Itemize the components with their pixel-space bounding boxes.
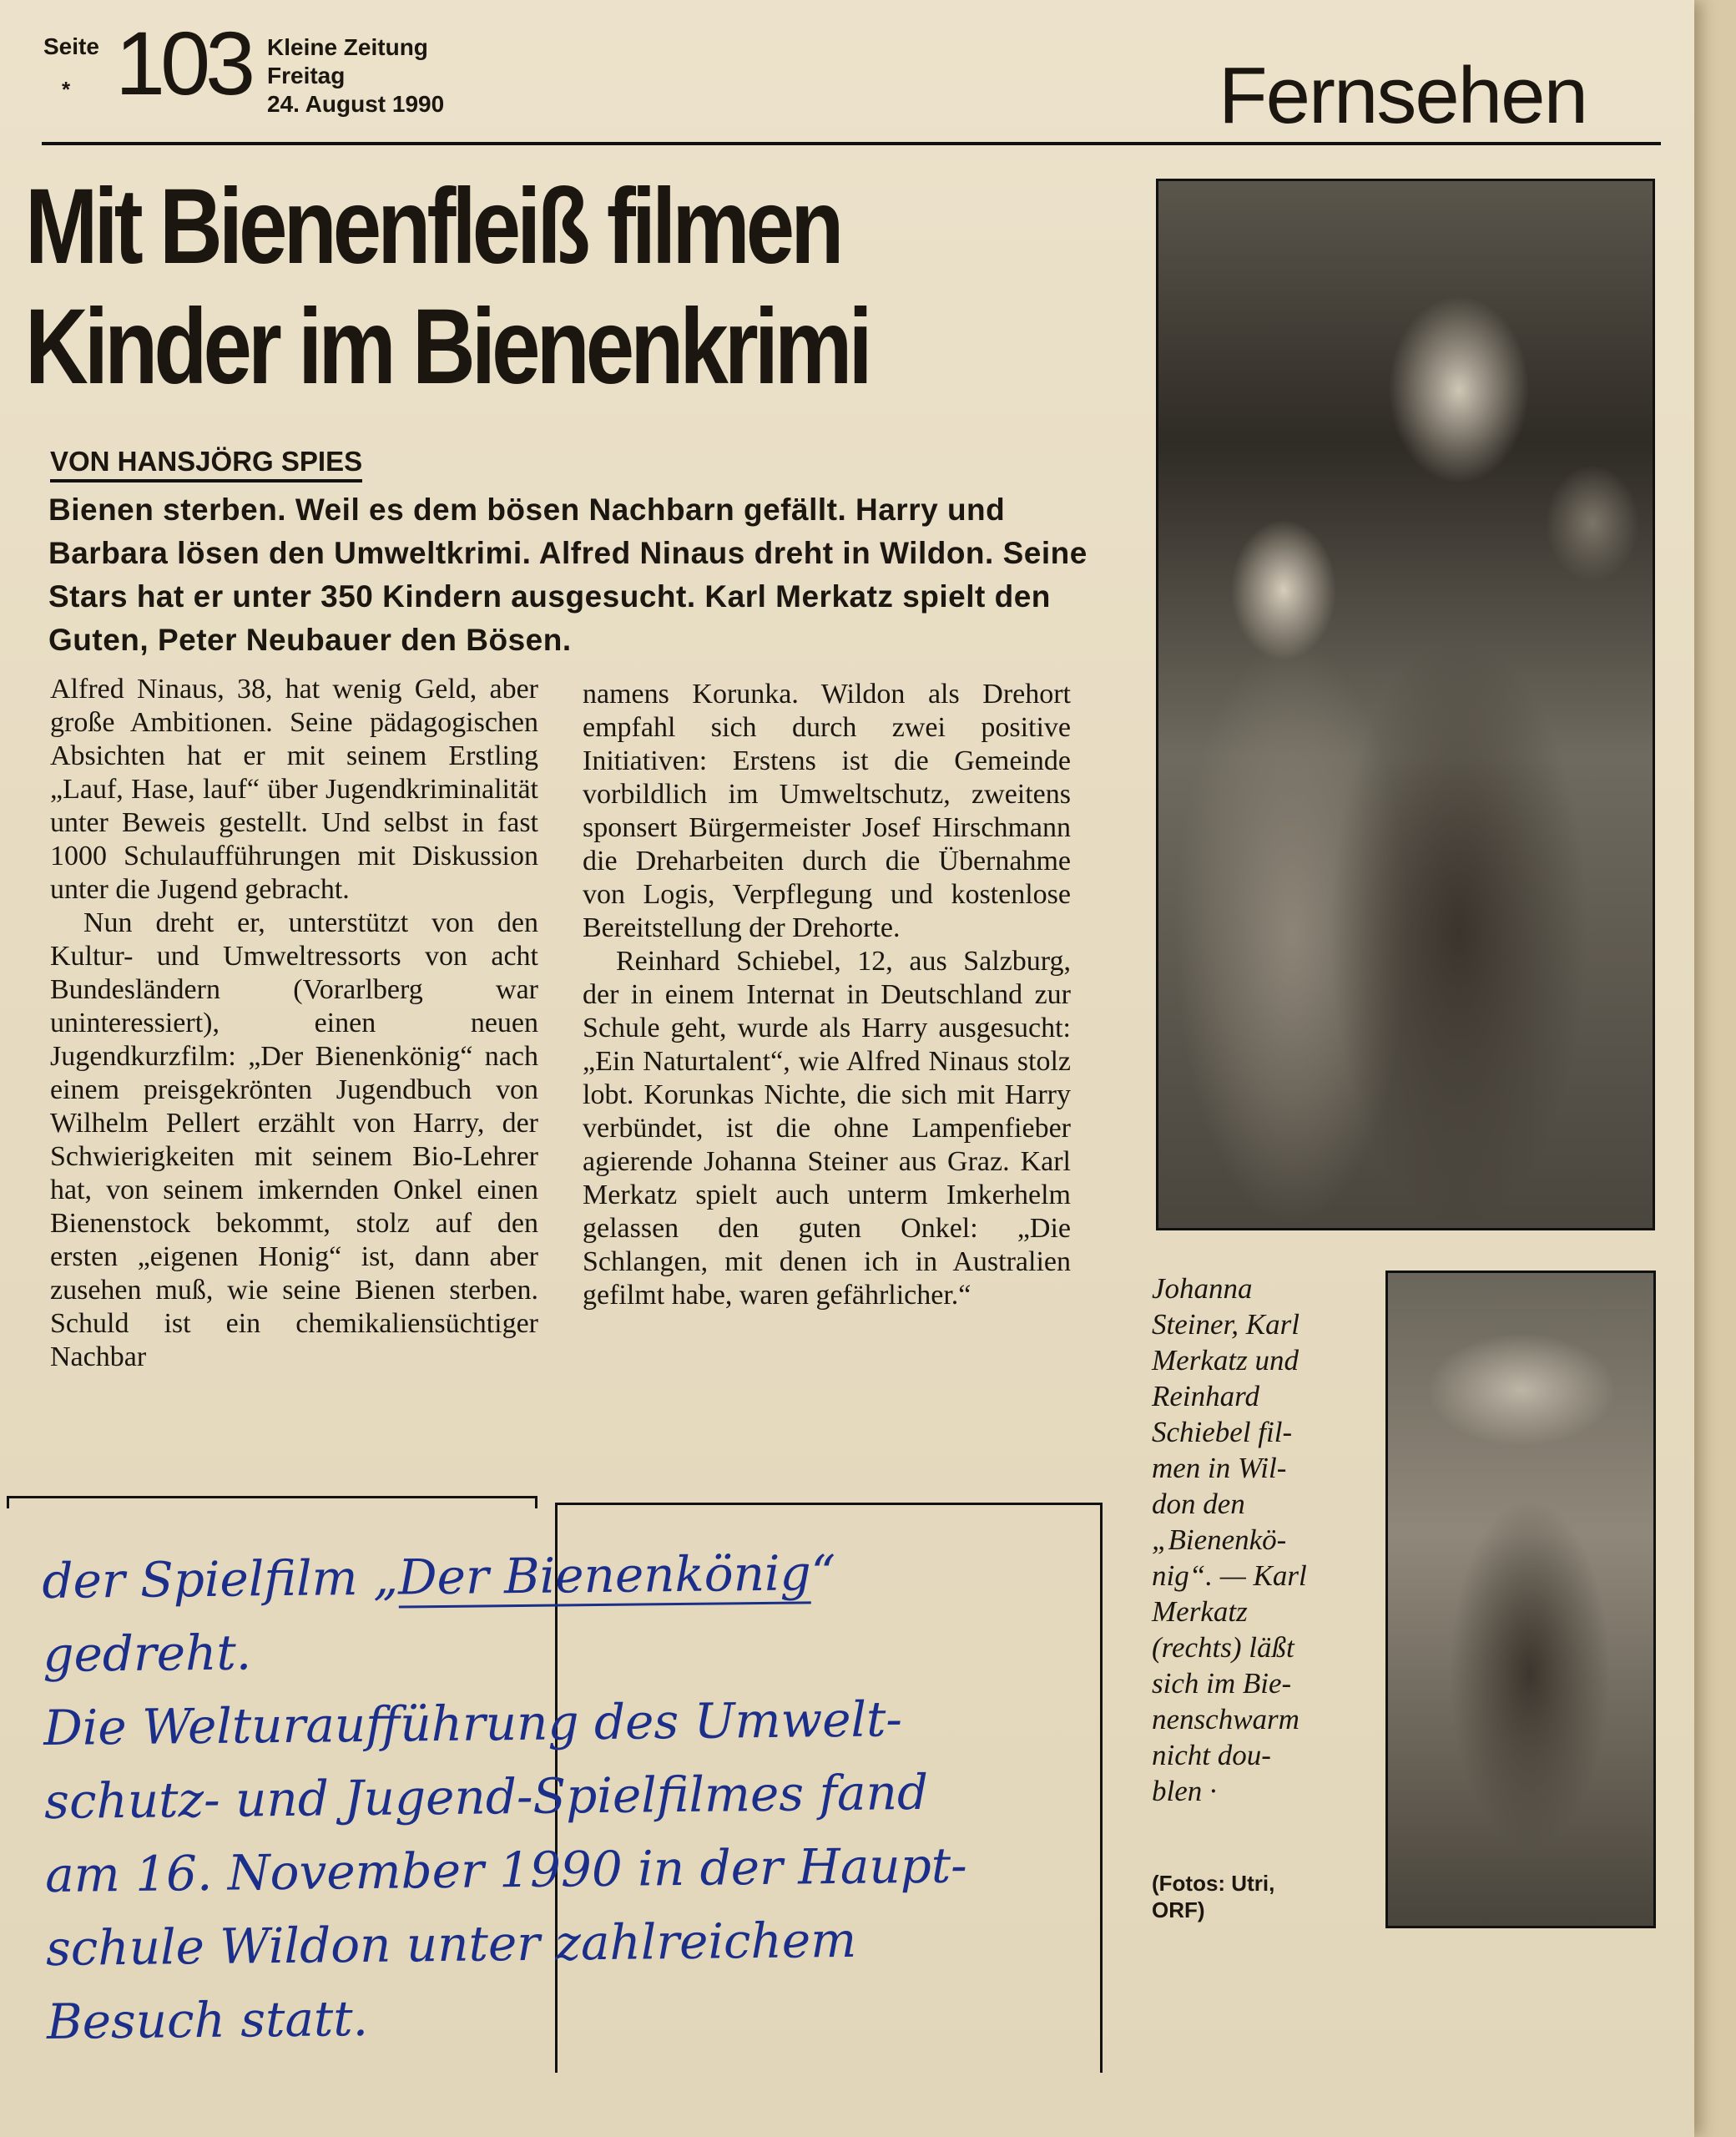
page-label: Seite	[43, 33, 99, 59]
paragraph: Nun dreht er, unterstützt von den Kultur- und Umweltressorts von acht Bundesländern (Vorarlberg war uninteressiert), einen neuen Jugendkurzfilm: „Der Bienenkönig“ nach einem preisgekrönten Jugendbuch von Wilhelm Pellert erzählt von Harry, der Schwierigkeiten mit seinem Bio-Lehrer hat, von seinem imkernden Onkel einen Bienenstock bekommt, stolz auf den ersten „eigenen Honig“ ist, dann aber zusehen muß, wie seine Bienen sterben. Schuld ist ein chemikaliensüchtiger Nachbar	[50, 907, 538, 1372]
box-border-left	[7, 1496, 537, 1508]
handwritten-line-1	[42, 1533, 1153, 1618]
caption-line: Merkatz und	[1152, 1344, 1299, 1377]
photo-credit	[1152, 1870, 1274, 1923]
handwritten-note	[42, 1533, 1157, 2059]
caption-line: Steiner, Karl	[1152, 1308, 1299, 1341]
caption-line: (rechts) läßt	[1152, 1631, 1294, 1664]
paper-name: Kleine Zeitung	[267, 34, 428, 60]
caption-line: nig“. — Karl	[1152, 1559, 1307, 1592]
paragraph: Reinhard Schiebel, 12, aus Salzburg, der in einem Internat in Deutschland zur Schule geht, wurde als Harry ausgesucht: „Ein Naturtalent“, wie Alfred Ninaus stolz lobt. Korunkas Nichte, die sich mit Harry verbündet, ist die ohne Lampenfieber agierende Johanna Steiner aus Graz. Karl Merkatz spielt auch unterm Imkerhelm gelassen den guten Onkel: „Die Schlangen, mit denen ich in Australien gefilmt habe, waren gefährlicher.“	[583, 946, 1071, 1311]
article-column-2	[583, 678, 1071, 1312]
caption-line: men in Wil-	[1152, 1452, 1287, 1484]
paragraph: Alfred Ninaus, 38, hat wenig Geld, aber große Ambitionen. Seine pädagogischen Absichten hat er mit seinem Erstling „Lauf, Hase, lauf“ über Jugendkriminalität unter Beweis gestellt. Und selbst in fast 1000 Schulaufführungen mit Diskussion unter die Jugend gebracht.	[50, 674, 538, 905]
paragraph: namens Korunka. Wildon als Drehort empfahl sich durch zwei positive Initiativen: Erstens ist die Gemeinde vorbildlich im Umweltschutz, zweitens sponsert Bürgermeister Josef Hirschmann die Dreharbeiten durch die Übernahme von Logis, Verpflegung und kostenlose Bereitstellung der Drehorte.	[583, 679, 1071, 943]
issue-date: 24. August 1990	[267, 91, 445, 117]
photo-caption	[1152, 1271, 1377, 1809]
weekday: Freitag	[267, 63, 346, 88]
caption-line: Johanna	[1152, 1272, 1253, 1305]
byline: VON HANSJÖRG SPIES	[50, 446, 362, 482]
handwritten-line-6: schule Wildon unter zahlreichem	[45, 1911, 857, 1977]
section-title: Fernsehen	[1219, 51, 1587, 140]
headline-line-2: Kinder im Bienenkrimi	[25, 287, 869, 407]
handwritten-suffix: “	[810, 1544, 836, 1602]
caption-line: nenschwarm	[1152, 1703, 1299, 1735]
caption-line: Reinhard	[1152, 1380, 1259, 1412]
handwritten-line-5: am 16. November 1990 in der Haupt-	[44, 1836, 968, 1903]
article-column-1	[50, 673, 538, 1374]
beekeeper-photo	[1385, 1271, 1656, 1928]
headline	[25, 167, 928, 407]
handwritten-prefix: der Spielfilm „	[42, 1548, 399, 1609]
caption-line: Merkatz	[1152, 1595, 1248, 1628]
caption-line: blen ·	[1152, 1775, 1217, 1807]
handwritten-line-7: Besuch statt.	[46, 1989, 369, 2050]
caption-line: sich im Bie-	[1152, 1667, 1292, 1700]
caption-line: „Bienenkö-	[1152, 1523, 1287, 1556]
headline-line-1: Mit Bienenfleiß filmen	[25, 167, 840, 286]
masthead-info	[267, 33, 444, 119]
lead-paragraph: Bienen sterben. Weil es dem bösen Nachbarn gefällt. Harry und Barbara lösen den Umweltkrimi. Alfred Ninaus dreht in Wildon. Seine Stars hat er unter 350 Kindern ausgesucht. Karl Merkatz spielt den Guten, Peter Neubauer den Bösen.	[48, 493, 1088, 657]
credit-line: (Fotos: Utri,	[1152, 1871, 1275, 1896]
handwritten-line-4: schutz- und Jugend-Spielfilmes fand	[43, 1763, 929, 1830]
caption-line: nicht dou-	[1152, 1739, 1271, 1771]
caption-line: don den	[1152, 1488, 1245, 1520]
page-number: 103	[115, 13, 251, 114]
credit-line: ORF)	[1152, 1897, 1205, 1922]
main-photo	[1156, 179, 1655, 1230]
star-mark: *	[62, 77, 71, 102]
handwritten-line-3: Die Welturaufführung des Umwelt-	[43, 1690, 903, 1756]
handwritten-film-title: Der Bienenkönig	[398, 1544, 811, 1608]
caption-line: Schiebel fil-	[1152, 1416, 1293, 1448]
masthead-rule	[42, 142, 1661, 145]
handwritten-line-2: gedreht.	[43, 1624, 252, 1683]
